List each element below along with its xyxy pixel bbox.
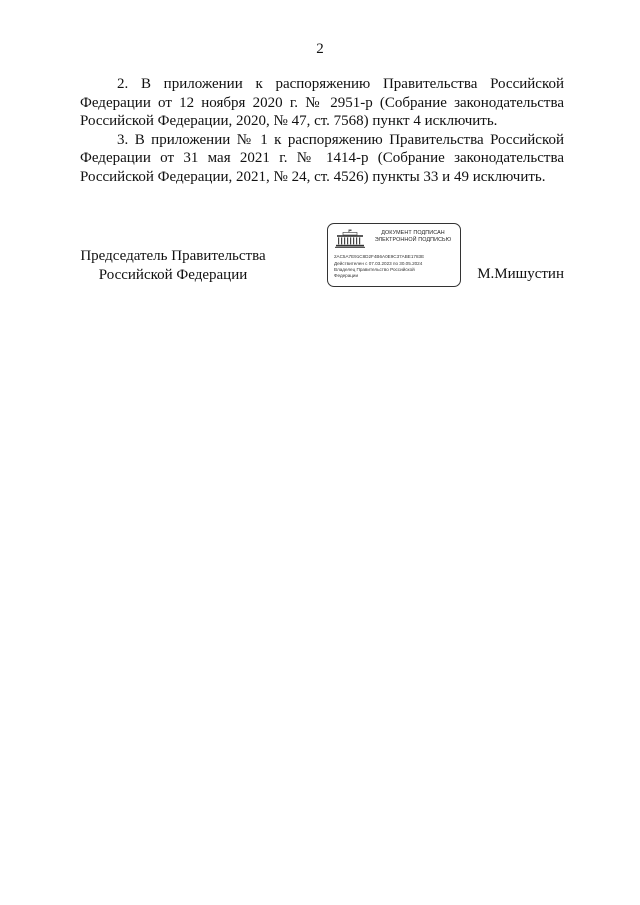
page-number: 2 bbox=[316, 41, 324, 57]
stamp-owner-line-2: Федерации bbox=[334, 272, 359, 278]
stamp-owner-line-1: Владелец Правительство Российской bbox=[334, 267, 415, 272]
signer-title-line-1: Председатель Правительства bbox=[80, 248, 266, 264]
signer-title bbox=[77, 247, 269, 285]
stamp-certificate-number: 2AC5A7E91C8D2F4B6A0E9C37ABE1783E bbox=[334, 254, 425, 259]
stamp-header-line-2: ЭЛЕКТРОННОЙ ПОДПИСЬЮ bbox=[374, 237, 452, 243]
document-body bbox=[80, 75, 564, 187]
stamp-validity-period: Действителен с 07.03.2023 по 30.05.2024 bbox=[334, 260, 423, 266]
government-building-icon bbox=[335, 229, 365, 249]
paragraph-item-3: 3. В приложении № 1 к распоряжению Правительства Российской Федерации от 31 мая 2021 г. № 1414-р (Собрание законодательства Российской Федерации, 2021, № 24, ст. 4526) пункты 33 и 49 исключить. bbox=[80, 131, 564, 185]
electronic-signature-stamp bbox=[327, 223, 461, 287]
stamp-header-line-1: ДОКУМЕНТ ПОДПИСАН bbox=[381, 230, 445, 236]
paragraph-item-2: 2. В приложении к распоряжению Правительства Российской Федерации от 12 ноября 2020 г. № 2951-р (Собрание законодательства Российской Федерации, 2020, № 47, ст. 7568) пункт 4 исключить. bbox=[80, 76, 564, 130]
signer-title-line-2: Российской Федерации bbox=[98, 267, 248, 283]
signer-name: М.Мишустин bbox=[477, 266, 564, 282]
stamp-header bbox=[368, 230, 458, 244]
